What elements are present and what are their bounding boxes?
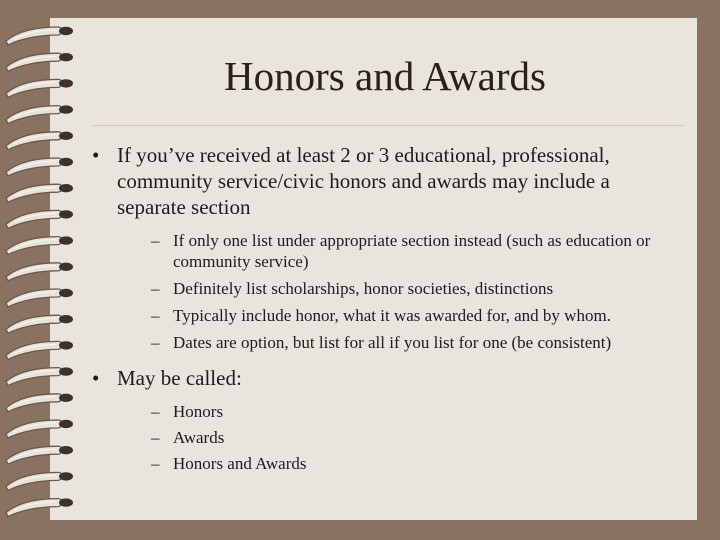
bullet-marker: •	[92, 366, 100, 390]
bullet-item	[92, 142, 682, 353]
dash-marker: –	[151, 333, 160, 352]
binding-ring	[6, 105, 73, 123]
binding-ring	[6, 158, 73, 176]
sub-bullet-text: If only one list under appropriate section instead (such as education or community service)	[173, 231, 651, 271]
binding-ring	[6, 236, 73, 254]
slide-title: Honors and Awards	[224, 53, 546, 99]
sub-bullet-text: Dates are option, but list for all if you list for one (be consistent)	[173, 333, 612, 352]
dash-marker: –	[151, 279, 160, 298]
binding-ring	[6, 184, 73, 202]
dash-marker: –	[151, 454, 160, 473]
sub-bullet-list	[117, 401, 682, 474]
dash-marker: –	[151, 231, 160, 250]
sub-bullet-item	[117, 230, 682, 272]
binding-ring	[6, 367, 73, 385]
binding-ring	[6, 315, 73, 333]
sub-bullet-text: Typically include honor, what it was awarded for, and by whom.	[173, 306, 611, 325]
binding-ring	[6, 289, 73, 307]
sub-bullet-text: Awards	[173, 428, 225, 447]
binding-ring	[6, 27, 73, 45]
binding-ring	[6, 132, 73, 150]
sub-bullet-item	[117, 453, 682, 474]
binding-ring	[6, 420, 73, 438]
dash-marker: –	[151, 402, 160, 421]
binding-ring	[6, 498, 73, 516]
sub-bullet-text: Honors	[173, 402, 224, 421]
sub-bullet-item	[117, 401, 682, 422]
binding-ring	[6, 446, 73, 464]
bullet-text: May be called:	[117, 366, 242, 390]
dash-marker: –	[151, 306, 160, 325]
bullet-list	[92, 142, 682, 353]
bullet-text: If you’ve received at least 2 or 3 educational, professional, community service/civic honors and awards may include a separate section	[117, 143, 610, 219]
bullet-marker: •	[92, 143, 100, 167]
sub-bullet-text: Honors and Awards	[173, 454, 307, 473]
title-divider	[93, 125, 685, 126]
sub-bullet-item	[117, 305, 682, 326]
bullet-item	[92, 365, 682, 474]
sub-bullet-item	[117, 278, 682, 299]
bullet-list	[92, 365, 682, 474]
binding-ring	[6, 472, 73, 490]
sub-bullet-list	[117, 230, 682, 353]
binding-ring	[6, 210, 73, 228]
sub-bullet-item	[117, 332, 682, 353]
dash-marker: –	[151, 428, 160, 447]
binding-ring	[6, 341, 73, 359]
sub-bullet-text: Definitely list scholarships, honor societies, distinctions	[173, 279, 554, 298]
binding-ring	[6, 263, 73, 281]
sub-bullet-item	[117, 427, 682, 448]
slide-body	[92, 142, 682, 480]
binding-ring	[6, 394, 73, 412]
